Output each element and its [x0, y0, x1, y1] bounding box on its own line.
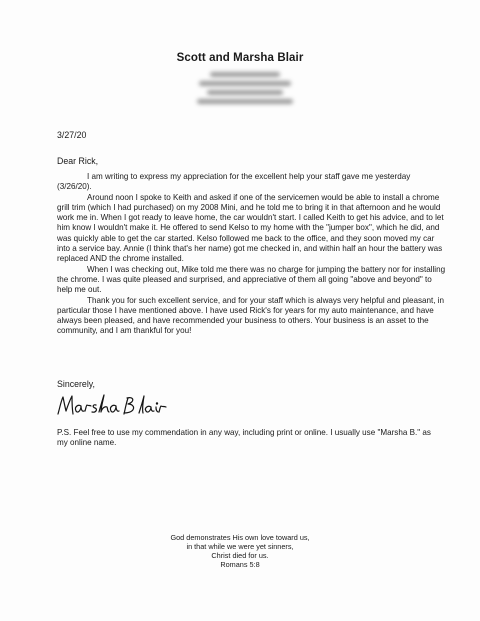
salutation: Dear Rick,	[57, 156, 99, 166]
redacted-address-block	[195, 68, 295, 108]
redacted-line	[210, 72, 280, 77]
body-paragraph: Thank you for such excellent service, and for your staff which is always very helpful and pleasant, in particular those I have mentioned above. I have used Rick's for years for my auto maintenance, and have always been pleased, and have recommended your business to others. Your business is an asset to the community, and I am thankful for you!	[57, 295, 445, 336]
letter-date: 3/27/20	[57, 130, 87, 140]
letterhead-names: Scott and Marsha Blair	[176, 52, 304, 64]
letter-body	[57, 172, 447, 337]
verse-line: God demonstrates His own love toward us,	[170, 533, 310, 542]
redacted-line	[207, 90, 283, 95]
closing: Sincerely,	[57, 379, 95, 389]
handwritten-signature	[55, 393, 175, 419]
footer-verse	[0, 534, 480, 570]
redacted-line	[199, 81, 291, 86]
body-paragraph: Around noon I spoke to Keith and asked if one of the servicemen would be able to install a chrome grill trim (which I had purchased) on my 2008 Mini, and he told me to bring it in that afternoon and he would work me in. When I got ready to leave home, the car wouldn't start. I called Keith to get his advice, and to let him know I wouldn't make it. He offered to send Kelso to my home with the "jumper box", which he did, and was quickly able to get the car started. Kelso followed me back to the office, and they soon moved my car into a service bay. Annie (I think that's her name) got me checked in, and within half an hour the battery was replaced AND the chrome installed.	[57, 192, 444, 264]
verse-line: Christ died for us.	[211, 550, 269, 560]
body-paragraph: I am writing to express my appreciation for the excellent help your staff gave me yesterday (3/26/20).	[57, 172, 411, 192]
body-paragraph: When I was checking out, Mike told me there was no charge for jumping the battery nor for installing the chrome. I was quite pleased and surprised, and appreciative of them all going "above and beyond" to help me out.	[57, 264, 446, 295]
redacted-line	[197, 99, 293, 104]
verse-line: in that while we were yet sinners,	[186, 541, 294, 551]
postscript: P.S. Feel free to use my commendation in any way, including print or online. I usually use "Marsha B." as my online name.	[57, 428, 431, 448]
verse-reference: Romans 5:8	[220, 559, 260, 569]
